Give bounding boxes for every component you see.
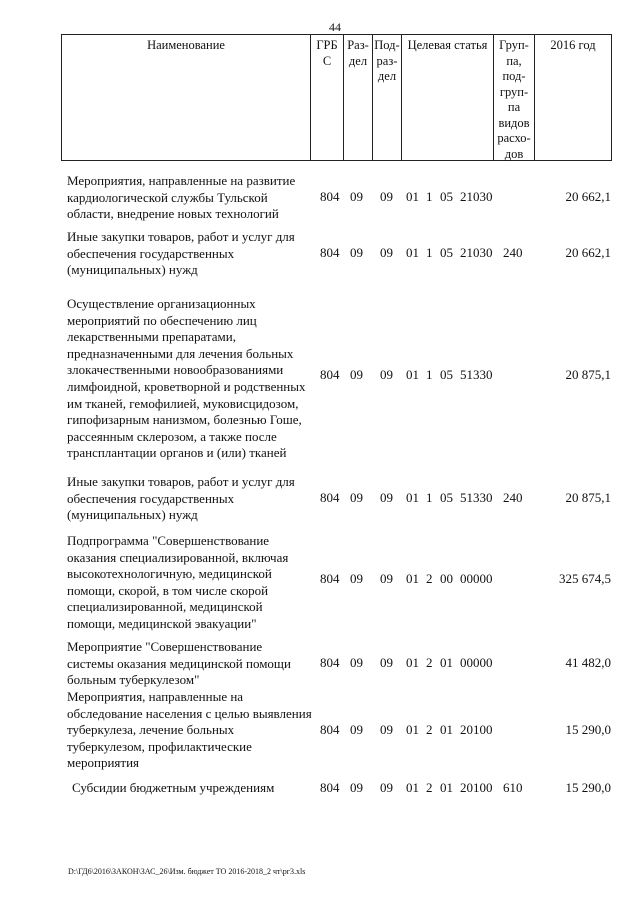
cell-amount: 15 290,0 xyxy=(565,722,611,737)
cell-target-3: 01 xyxy=(440,655,453,670)
cell-target-1: 01 xyxy=(406,367,419,382)
header-podrazdel: Под- раз- дел xyxy=(374,38,400,83)
cell-target-1: 01 xyxy=(406,189,419,204)
cell-podrazdel: 09 xyxy=(380,189,393,204)
cell-amount: 20 875,1 xyxy=(565,367,611,382)
cell-target-1: 01 xyxy=(406,490,419,505)
page-number: 44 xyxy=(329,20,341,34)
cell-amount: 15 290,0 xyxy=(565,780,611,795)
cell-target-2: 2 xyxy=(426,780,433,795)
cell-target-4: 21030 xyxy=(460,245,493,260)
row-name: Иные закупки товаров, работ и услуг для обеспечения государственных (муниципальных) нужд xyxy=(67,474,295,523)
cell-razdel: 09 xyxy=(350,780,363,795)
cell-vr: 240 xyxy=(503,245,523,260)
cell-podrazdel: 09 xyxy=(380,490,393,505)
row-name: Мероприятия, направленные на развитие кардиологической службы Тульской области, внедрение новых технологий xyxy=(67,173,296,222)
cell-grbs: 804 xyxy=(320,367,340,382)
cell-vr: 240 xyxy=(503,490,523,505)
cell-amount: 20 662,1 xyxy=(565,245,611,260)
cell-target-2: 1 xyxy=(426,490,433,505)
cell-podrazdel: 09 xyxy=(380,571,393,586)
cell-grbs: 804 xyxy=(320,780,340,795)
cell-target-1: 01 xyxy=(406,655,419,670)
cell-target-1: 01 xyxy=(406,722,419,737)
cell-podrazdel: 09 xyxy=(380,722,393,737)
header-razdel: Раз- дел xyxy=(347,38,369,68)
header-group: Груп- па, под- груп- па видов расхо- дов xyxy=(497,38,531,161)
cell-razdel: 09 xyxy=(350,189,363,204)
cell-target-2: 2 xyxy=(426,571,433,586)
row-name: Иные закупки товаров, работ и услуг для обеспечения государственных (муниципальных) нужд xyxy=(67,229,295,278)
cell-target-1: 01 xyxy=(406,245,419,260)
cell-target-1: 01 xyxy=(406,571,419,586)
cell-target-4: 51330 xyxy=(460,490,493,505)
cell-target-4: 00000 xyxy=(460,571,493,586)
cell-grbs: 804 xyxy=(320,655,340,670)
cell-podrazdel: 09 xyxy=(380,780,393,795)
cell-razdel: 09 xyxy=(350,571,363,586)
cell-target-4: 21030 xyxy=(460,189,493,204)
cell-target-2: 2 xyxy=(426,655,433,670)
cell-target-4: 00000 xyxy=(460,655,493,670)
cell-razdel: 09 xyxy=(350,490,363,505)
cell-target-3: 00 xyxy=(440,571,453,586)
header-target: Целевая статья xyxy=(407,38,488,52)
cell-amount: 325 674,5 xyxy=(559,571,611,586)
cell-amount: 20 662,1 xyxy=(565,189,611,204)
cell-grbs: 804 xyxy=(320,245,340,260)
row-name: Мероприятия, направленные на обследование населения с целью выявления туберкулеза, лечение больных туберкулезом, профилактические мероприятия xyxy=(67,689,312,771)
cell-vr: 610 xyxy=(503,780,523,795)
cell-target-3: 05 xyxy=(440,245,453,260)
cell-target-3: 01 xyxy=(440,780,453,795)
cell-grbs: 804 xyxy=(320,571,340,586)
cell-razdel: 09 xyxy=(350,367,363,382)
header-year: 2016 год xyxy=(550,38,596,52)
cell-grbs: 804 xyxy=(320,490,340,505)
cell-target-3: 05 xyxy=(440,189,453,204)
header-name: Наименование xyxy=(147,38,225,52)
cell-amount: 41 482,0 xyxy=(565,655,611,670)
cell-podrazdel: 09 xyxy=(380,367,393,382)
cell-razdel: 09 xyxy=(350,722,363,737)
cell-target-3: 05 xyxy=(440,367,453,382)
cell-target-3: 05 xyxy=(440,490,453,505)
cell-target-1: 01 xyxy=(406,780,419,795)
cell-target-2: 1 xyxy=(426,245,433,260)
header-grbs: ГРБ С xyxy=(316,38,338,68)
cell-target-2: 1 xyxy=(426,367,433,382)
cell-razdel: 09 xyxy=(350,655,363,670)
cell-podrazdel: 09 xyxy=(380,655,393,670)
cell-razdel: 09 xyxy=(350,245,363,260)
cell-grbs: 804 xyxy=(320,722,340,737)
file-path-footer: D:\ГД6\2016\ЗАКОН\ЗАС_26\Изм. бюджет ТО 2016-2018_2 чт\рг3.xls xyxy=(68,867,306,876)
cell-target-3: 01 xyxy=(440,722,453,737)
row-name: Подпрограмма "Совершенствование оказания специализированной, включая высокотехнологичную, медицинской помощи, скорой, в том числе скорой специализированной, медицинской помощи, медицинской эвакуации" xyxy=(67,533,289,631)
cell-grbs: 804 xyxy=(320,189,340,204)
row-name: Осуществление организационных мероприятий по обеспечению лиц лекарственными препаратами, предназначенными для лечения больных злокачественными новообразованиями лимфоидной, кроветворной и родственных им тканей, гемофилией, муковисцидозом, гипофизарным нанизмом, болезнью Гоше, рассеянным склерозом, а также после трансплантации органов и (или) тканей xyxy=(67,296,306,461)
cell-target-4: 20100 xyxy=(460,780,493,795)
cell-target-2: 1 xyxy=(426,189,433,204)
row-name: Субсидии бюджетным учреждениям xyxy=(72,780,275,795)
cell-target-4: 20100 xyxy=(460,722,493,737)
cell-target-2: 2 xyxy=(426,722,433,737)
cell-podrazdel: 09 xyxy=(380,245,393,260)
cell-amount: 20 875,1 xyxy=(565,490,611,505)
row-name: Мероприятие "Совершенствование системы оказания медицинской помощи больным туберкулезом" xyxy=(67,639,291,688)
cell-target-4: 51330 xyxy=(460,367,493,382)
